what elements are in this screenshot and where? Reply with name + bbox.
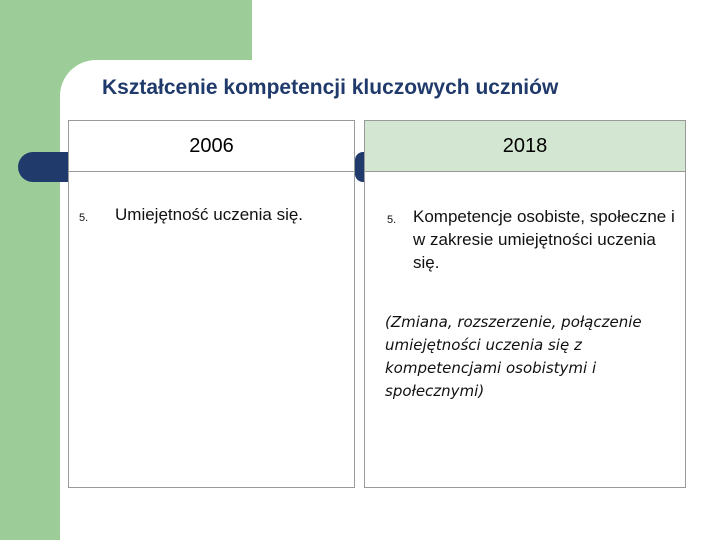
list-item bbox=[387, 205, 677, 274]
column-2006 bbox=[68, 120, 355, 488]
slide-title: Kształcenie kompetencji kluczowych uczniów bbox=[102, 76, 559, 99]
item-number: 5. bbox=[387, 214, 397, 226]
column-2018 bbox=[364, 120, 686, 488]
column-header-2006: 2006 bbox=[69, 121, 354, 172]
change-note: (Zmiana, rozszerzenie, połączenie umiejętności uczenia się z kompetencjami osobistymi i społecznymi) bbox=[385, 313, 642, 400]
column-header-2018: 2018 bbox=[365, 121, 685, 172]
item-text: Umiejętność uczenia się. bbox=[115, 205, 304, 224]
item-number: 5. bbox=[79, 212, 89, 224]
item-text: Kompetencje osobiste, społeczne i w zakresie umiejętności uczenia się. bbox=[413, 207, 675, 272]
list-item bbox=[79, 203, 349, 226]
